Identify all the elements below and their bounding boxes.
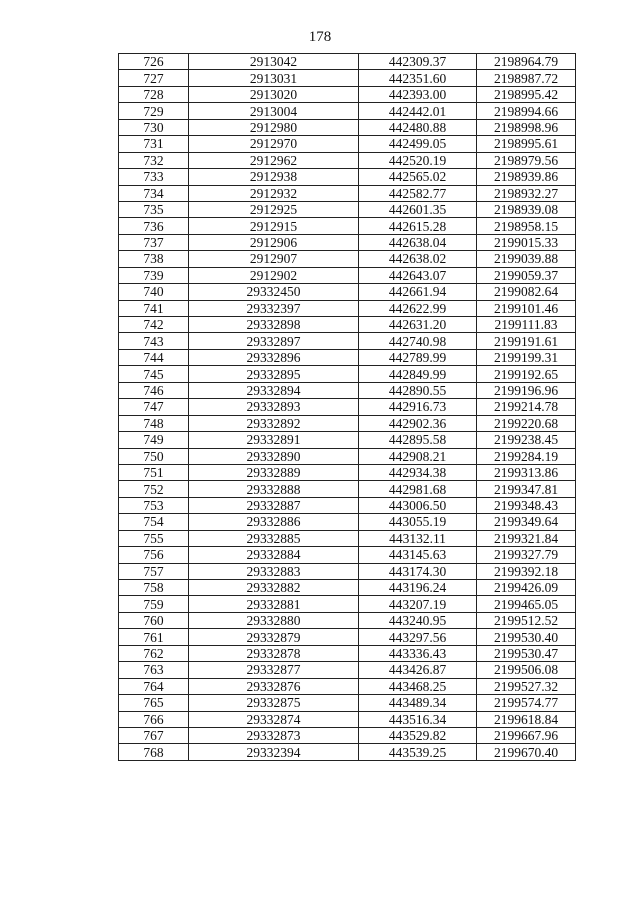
- point-id-cell: 29332876: [189, 678, 359, 694]
- point-id-cell: 29332898: [189, 317, 359, 333]
- table-row: [119, 547, 576, 563]
- table-row: [119, 514, 576, 530]
- x-coordinate-cell: 442622.99: [359, 300, 477, 316]
- point-number-cell: 742: [119, 317, 189, 333]
- x-coordinate-cell: 442890.55: [359, 382, 477, 398]
- table-row: [119, 185, 576, 201]
- x-coordinate-cell: 442499.05: [359, 136, 477, 152]
- x-coordinate-cell: 442916.73: [359, 399, 477, 415]
- table-row: [119, 711, 576, 727]
- x-coordinate-cell: 442934.38: [359, 464, 477, 480]
- table-row: [119, 695, 576, 711]
- y-coordinate-cell: 2198987.72: [477, 70, 576, 86]
- point-number-cell: 754: [119, 514, 189, 530]
- table-row: [119, 662, 576, 678]
- x-coordinate-cell: 443145.63: [359, 547, 477, 563]
- point-id-cell: 2912906: [189, 234, 359, 250]
- point-id-cell: 2912907: [189, 251, 359, 267]
- table-row: [119, 530, 576, 546]
- y-coordinate-cell: 2199196.96: [477, 382, 576, 398]
- y-coordinate-cell: 2199392.18: [477, 563, 576, 579]
- coordinates-table: [118, 53, 576, 761]
- x-coordinate-cell: 442601.35: [359, 201, 477, 217]
- table-row: [119, 432, 576, 448]
- point-number-cell: 746: [119, 382, 189, 398]
- y-coordinate-cell: 2199220.68: [477, 415, 576, 431]
- table-row: [119, 678, 576, 694]
- table-row: [119, 580, 576, 596]
- table-row: [119, 612, 576, 628]
- y-coordinate-cell: 2199349.64: [477, 514, 576, 530]
- point-id-cell: 29332882: [189, 580, 359, 596]
- table-row: [119, 563, 576, 579]
- point-number-cell: 752: [119, 481, 189, 497]
- point-id-cell: 29332394: [189, 744, 359, 760]
- x-coordinate-cell: 442582.77: [359, 185, 477, 201]
- point-number-cell: 749: [119, 432, 189, 448]
- x-coordinate-cell: 443174.30: [359, 563, 477, 579]
- point-id-cell: 29332883: [189, 563, 359, 579]
- table-row: [119, 267, 576, 283]
- table-row: [119, 300, 576, 316]
- table-row: [119, 54, 576, 70]
- table-row: [119, 481, 576, 497]
- point-id-cell: 2912902: [189, 267, 359, 283]
- y-coordinate-cell: 2199214.78: [477, 399, 576, 415]
- x-coordinate-cell: 443207.19: [359, 596, 477, 612]
- point-id-cell: 29332893: [189, 399, 359, 415]
- point-id-cell: 29332397: [189, 300, 359, 316]
- point-number-cell: 729: [119, 103, 189, 119]
- point-id-cell: 2912980: [189, 119, 359, 135]
- table-row: [119, 399, 576, 415]
- point-id-cell: 2912962: [189, 152, 359, 168]
- point-id-cell: 29332895: [189, 366, 359, 382]
- point-number-cell: 732: [119, 152, 189, 168]
- point-number-cell: 758: [119, 580, 189, 596]
- x-coordinate-cell: 443426.87: [359, 662, 477, 678]
- y-coordinate-cell: 2199313.86: [477, 464, 576, 480]
- point-number-cell: 740: [119, 284, 189, 300]
- y-coordinate-cell: 2199015.33: [477, 234, 576, 250]
- y-coordinate-cell: 2199348.43: [477, 497, 576, 513]
- table-row: [119, 284, 576, 300]
- y-coordinate-cell: 2199465.05: [477, 596, 576, 612]
- point-id-cell: 29332888: [189, 481, 359, 497]
- table-row: [119, 366, 576, 382]
- point-id-cell: 29332450: [189, 284, 359, 300]
- point-number-cell: 737: [119, 234, 189, 250]
- table-row: [119, 70, 576, 86]
- x-coordinate-cell: 443240.95: [359, 612, 477, 628]
- table-row: [119, 349, 576, 365]
- y-coordinate-cell: 2199039.88: [477, 251, 576, 267]
- x-coordinate-cell: 442520.19: [359, 152, 477, 168]
- x-coordinate-cell: 442351.60: [359, 70, 477, 86]
- point-id-cell: 2913042: [189, 54, 359, 70]
- y-coordinate-cell: 2199327.79: [477, 547, 576, 563]
- x-coordinate-cell: 442631.20: [359, 317, 477, 333]
- point-number-cell: 755: [119, 530, 189, 546]
- point-id-cell: 29332891: [189, 432, 359, 448]
- point-number-cell: 753: [119, 497, 189, 513]
- y-coordinate-cell: 2198964.79: [477, 54, 576, 70]
- x-coordinate-cell: 442480.88: [359, 119, 477, 135]
- y-coordinate-cell: 2198932.27: [477, 185, 576, 201]
- point-number-cell: 728: [119, 86, 189, 102]
- point-id-cell: 29332884: [189, 547, 359, 563]
- point-id-cell: 2913031: [189, 70, 359, 86]
- y-coordinate-cell: 2198994.66: [477, 103, 576, 119]
- point-number-cell: 750: [119, 448, 189, 464]
- point-id-cell: 2913020: [189, 86, 359, 102]
- point-id-cell: 29332889: [189, 464, 359, 480]
- point-id-cell: 29332878: [189, 645, 359, 661]
- point-number-cell: 760: [119, 612, 189, 628]
- point-id-cell: 29332897: [189, 333, 359, 349]
- y-coordinate-cell: 2198939.86: [477, 169, 576, 185]
- table-row: [119, 415, 576, 431]
- table-row: [119, 169, 576, 185]
- point-number-cell: 731: [119, 136, 189, 152]
- x-coordinate-cell: 442902.36: [359, 415, 477, 431]
- x-coordinate-cell: 442908.21: [359, 448, 477, 464]
- y-coordinate-cell: 2199101.46: [477, 300, 576, 316]
- x-coordinate-cell: 442309.37: [359, 54, 477, 70]
- x-coordinate-cell: 442393.00: [359, 86, 477, 102]
- point-number-cell: 765: [119, 695, 189, 711]
- y-coordinate-cell: 2199199.31: [477, 349, 576, 365]
- point-number-cell: 743: [119, 333, 189, 349]
- point-id-cell: 29332892: [189, 415, 359, 431]
- table-row: [119, 152, 576, 168]
- point-number-cell: 767: [119, 727, 189, 743]
- x-coordinate-cell: 442740.98: [359, 333, 477, 349]
- point-id-cell: 2913004: [189, 103, 359, 119]
- y-coordinate-cell: 2199512.52: [477, 612, 576, 628]
- table-row: [119, 744, 576, 760]
- point-number-cell: 734: [119, 185, 189, 201]
- x-coordinate-cell: 443539.25: [359, 744, 477, 760]
- point-id-cell: 29332873: [189, 727, 359, 743]
- x-coordinate-cell: 443006.50: [359, 497, 477, 513]
- x-coordinate-cell: 443055.19: [359, 514, 477, 530]
- y-coordinate-cell: 2198979.56: [477, 152, 576, 168]
- x-coordinate-cell: 442565.02: [359, 169, 477, 185]
- point-number-cell: 763: [119, 662, 189, 678]
- y-coordinate-cell: 2199618.84: [477, 711, 576, 727]
- x-coordinate-cell: 443297.56: [359, 629, 477, 645]
- point-id-cell: 29332877: [189, 662, 359, 678]
- x-coordinate-cell: 443336.43: [359, 645, 477, 661]
- point-number-cell: 744: [119, 349, 189, 365]
- point-number-cell: 739: [119, 267, 189, 283]
- x-coordinate-cell: 442849.99: [359, 366, 477, 382]
- point-number-cell: 748: [119, 415, 189, 431]
- point-id-cell: 29332896: [189, 349, 359, 365]
- y-coordinate-cell: 2199059.37: [477, 267, 576, 283]
- point-number-cell: 733: [119, 169, 189, 185]
- y-coordinate-cell: 2199527.32: [477, 678, 576, 694]
- point-id-cell: 2912932: [189, 185, 359, 201]
- x-coordinate-cell: 442615.28: [359, 218, 477, 234]
- x-coordinate-cell: 443468.25: [359, 678, 477, 694]
- point-number-cell: 745: [119, 366, 189, 382]
- y-coordinate-cell: 2199347.81: [477, 481, 576, 497]
- x-coordinate-cell: 442442.01: [359, 103, 477, 119]
- x-coordinate-cell: 442895.58: [359, 432, 477, 448]
- table-row: [119, 119, 576, 135]
- point-id-cell: 29332880: [189, 612, 359, 628]
- point-number-cell: 766: [119, 711, 189, 727]
- y-coordinate-cell: 2199192.65: [477, 366, 576, 382]
- point-id-cell: 2912925: [189, 201, 359, 217]
- point-number-cell: 751: [119, 464, 189, 480]
- table-row: [119, 251, 576, 267]
- y-coordinate-cell: 2199574.77: [477, 695, 576, 711]
- x-coordinate-cell: 443132.11: [359, 530, 477, 546]
- table-row: [119, 317, 576, 333]
- point-id-cell: 29332886: [189, 514, 359, 530]
- table-body: [119, 54, 576, 761]
- point-number-cell: 764: [119, 678, 189, 694]
- y-coordinate-cell: 2199321.84: [477, 530, 576, 546]
- y-coordinate-cell: 2199111.83: [477, 317, 576, 333]
- point-id-cell: 29332894: [189, 382, 359, 398]
- point-number-cell: 730: [119, 119, 189, 135]
- x-coordinate-cell: 442981.68: [359, 481, 477, 497]
- point-id-cell: 29332885: [189, 530, 359, 546]
- point-number-cell: 741: [119, 300, 189, 316]
- table-row: [119, 234, 576, 250]
- x-coordinate-cell: 443529.82: [359, 727, 477, 743]
- y-coordinate-cell: 2199670.40: [477, 744, 576, 760]
- point-number-cell: 757: [119, 563, 189, 579]
- table-row: [119, 596, 576, 612]
- point-number-cell: 761: [119, 629, 189, 645]
- point-id-cell: 2912938: [189, 169, 359, 185]
- point-number-cell: 736: [119, 218, 189, 234]
- point-id-cell: 29332874: [189, 711, 359, 727]
- x-coordinate-cell: 443516.34: [359, 711, 477, 727]
- point-number-cell: 747: [119, 399, 189, 415]
- y-coordinate-cell: 2198939.08: [477, 201, 576, 217]
- point-id-cell: 29332890: [189, 448, 359, 464]
- y-coordinate-cell: 2199667.96: [477, 727, 576, 743]
- x-coordinate-cell: 442643.07: [359, 267, 477, 283]
- point-id-cell: 2912970: [189, 136, 359, 152]
- y-coordinate-cell: 2199530.47: [477, 645, 576, 661]
- table-row: [119, 497, 576, 513]
- x-coordinate-cell: 442661.94: [359, 284, 477, 300]
- y-coordinate-cell: 2198995.61: [477, 136, 576, 152]
- table-row: [119, 448, 576, 464]
- x-coordinate-cell: 443196.24: [359, 580, 477, 596]
- y-coordinate-cell: 2198958.15: [477, 218, 576, 234]
- table-row: [119, 333, 576, 349]
- table-row: [119, 86, 576, 102]
- y-coordinate-cell: 2199506.08: [477, 662, 576, 678]
- point-id-cell: 29332881: [189, 596, 359, 612]
- point-id-cell: 2912915: [189, 218, 359, 234]
- y-coordinate-cell: 2199426.09: [477, 580, 576, 596]
- y-coordinate-cell: 2198998.96: [477, 119, 576, 135]
- point-id-cell: 29332879: [189, 629, 359, 645]
- point-id-cell: 29332887: [189, 497, 359, 513]
- table-row: [119, 218, 576, 234]
- y-coordinate-cell: 2199191.61: [477, 333, 576, 349]
- point-number-cell: 727: [119, 70, 189, 86]
- table-row: [119, 645, 576, 661]
- y-coordinate-cell: 2199530.40: [477, 629, 576, 645]
- x-coordinate-cell: 442638.04: [359, 234, 477, 250]
- table-row: [119, 727, 576, 743]
- point-number-cell: 738: [119, 251, 189, 267]
- y-coordinate-cell: 2199284.19: [477, 448, 576, 464]
- table-row: [119, 103, 576, 119]
- table-row: [119, 136, 576, 152]
- point-number-cell: 768: [119, 744, 189, 760]
- x-coordinate-cell: 442638.02: [359, 251, 477, 267]
- point-number-cell: 759: [119, 596, 189, 612]
- y-coordinate-cell: 2199082.64: [477, 284, 576, 300]
- point-id-cell: 29332875: [189, 695, 359, 711]
- point-number-cell: 756: [119, 547, 189, 563]
- table-row: [119, 201, 576, 217]
- y-coordinate-cell: 2198995.42: [477, 86, 576, 102]
- table-row: [119, 464, 576, 480]
- point-number-cell: 735: [119, 201, 189, 217]
- table-row: [119, 629, 576, 645]
- table-row: [119, 382, 576, 398]
- page-number: 178: [308, 29, 332, 45]
- point-number-cell: 726: [119, 54, 189, 70]
- y-coordinate-cell: 2199238.45: [477, 432, 576, 448]
- x-coordinate-cell: 442789.99: [359, 349, 477, 365]
- x-coordinate-cell: 443489.34: [359, 695, 477, 711]
- point-number-cell: 762: [119, 645, 189, 661]
